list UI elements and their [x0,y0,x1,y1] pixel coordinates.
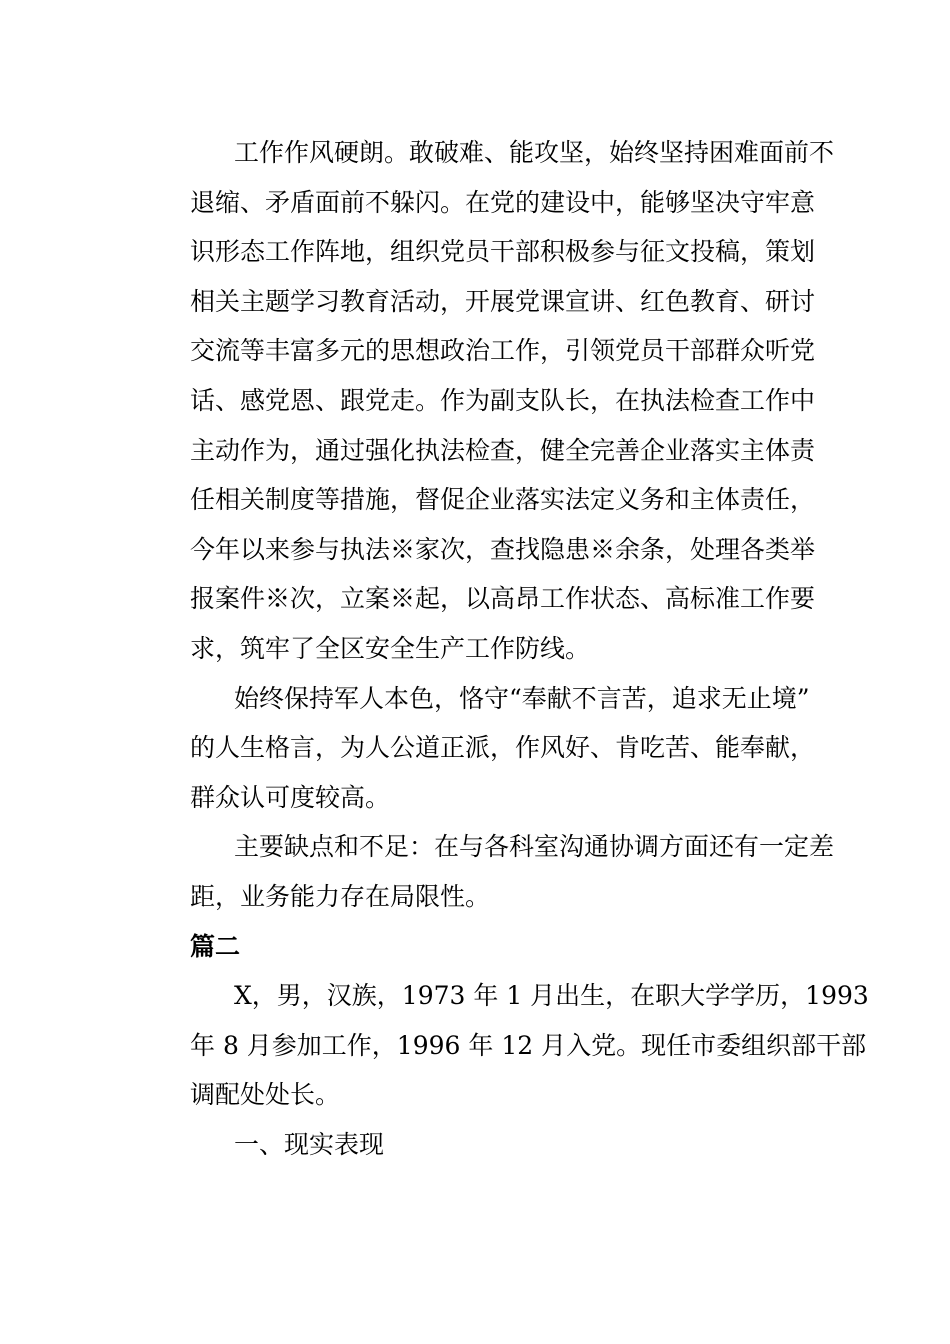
text-line: 年 8 月参加工作，1996 年 12 月入党。现任市委组织部干部 [190,1030,867,1060]
paragraph-work-style [146,128,835,674]
paragraph-military-character [146,674,816,823]
subsection-title [146,1120,802,1170]
text-line: 退缩、矛盾面前不躲闪。在党的建设中，能够坚决守牢意 [190,187,816,217]
paragraph-shortcomings [146,822,835,921]
text-line: 始终保持军人本色，恪守“奉献不言苦，追求无止境” [234,683,810,713]
text-line: 报案件※次，立案※起，以高昂工作状态、高标准工作要 [190,584,816,614]
document-page [146,128,869,1169]
text-line: 距，业务能力存在局限性。 [190,881,491,911]
text-line: 工作作风硬朗。敢破难、能攻坚，始终坚持困难面前不 [234,138,835,167]
text-line: X，男，汉族，1973 年 1 月出生，在职大学学历，1993 [234,981,869,1011]
text-line: 识形态工作阵地，组织党员干部积极参与征文投稿，策划 [190,237,816,267]
text-line: 主要缺点和不足：在与各科室沟通协调方面还有一定差 [234,832,835,862]
text-line: 话、感党恩、跟党走。作为副支队长，在执法检查工作中 [190,385,816,415]
text-line: 任相关制度等措施，督促企业落实法定义务和主体责任， [190,485,816,515]
text-line: 主动作为，通过强化执法检查，健全完善企业落实主体责 [190,435,816,465]
text-line: 一、现实表现 [234,1129,385,1159]
text-line: 今年以来参与执法※家次，查找隐患※余条，处理各类举 [190,534,816,564]
text-line: 交流等丰富多元的思想政治工作，引领党员干部群众听党 [190,336,816,366]
text-line: 相关主题学习教育活动，开展党课宣讲、红色教育、研讨 [190,286,816,316]
text-line: 求，筑牢了全区安全生产工作防线。 [190,633,591,663]
text-line: 群众认可度较高。 [190,782,391,812]
section-heading: 篇二 [190,931,241,961]
text-line: 调配处处长。 [190,1080,341,1110]
text-line: 的人生格言，为人公道正派，作风好、肯吃苦、能奉献， [190,733,816,763]
paragraph-bio [146,971,869,1120]
